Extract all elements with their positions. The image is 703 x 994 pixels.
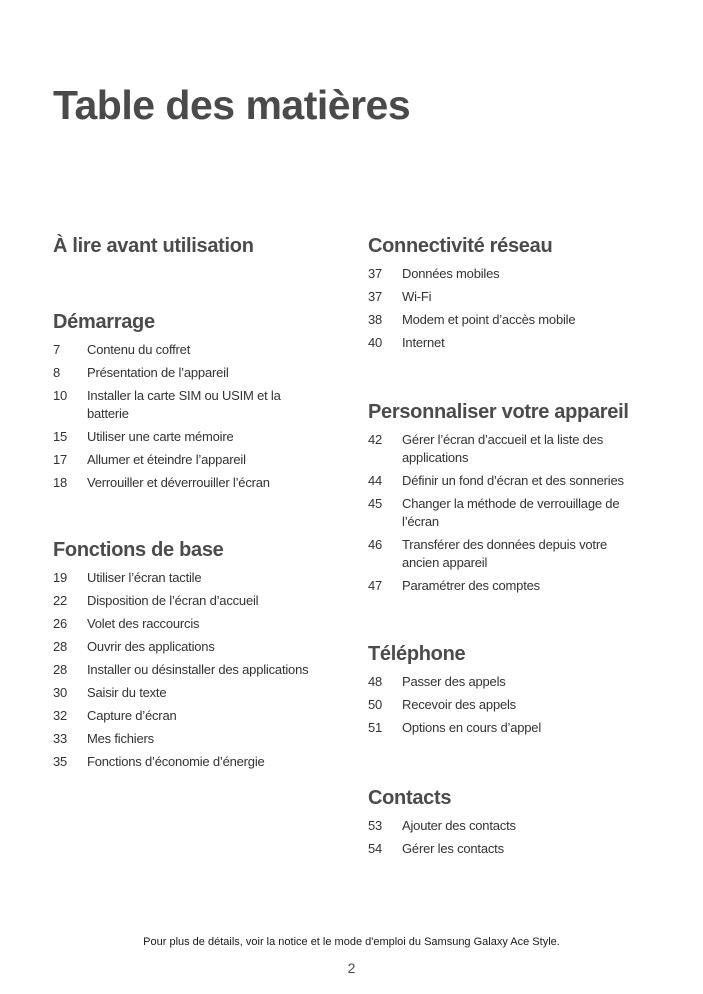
section-title[interactable]: Contacts [368, 787, 452, 809]
toc-entry[interactable] [53, 341, 338, 359]
toc-entry[interactable] [368, 840, 658, 858]
toc-entry-text: Présentation de l’appareil [87, 365, 229, 380]
toc-page-number: 10 [53, 388, 68, 403]
toc-entry-text: Capture d’écran [87, 708, 177, 723]
toc-entry[interactable] [368, 817, 658, 835]
toc-page-number: 35 [53, 754, 68, 769]
toc-entry[interactable] [368, 472, 658, 490]
toc-entry-text: Internet [402, 335, 445, 350]
toc-entry-text: Allumer et éteindre l’appareil [87, 452, 246, 467]
toc-entry-text: Données mobiles [402, 266, 500, 281]
toc-entry-text: Gérer l’écran d’accueil et la liste des applications [402, 432, 604, 465]
toc-entry[interactable] [368, 673, 658, 691]
toc-entry[interactable] [368, 265, 658, 283]
toc-page-number: 44 [368, 473, 383, 488]
toc-entry-text: Mes fichiers [87, 731, 154, 746]
toc-entry[interactable] [368, 577, 658, 595]
section-title[interactable]: Démarrage [53, 311, 155, 333]
toc-page-number: 8 [53, 365, 61, 380]
toc-entry-text: Passer des appels [402, 674, 506, 689]
toc-section-contacts [368, 785, 658, 863]
section-title[interactable]: Téléphone [368, 643, 466, 665]
section-title[interactable]: Fonctions de base [53, 539, 224, 561]
toc-entry[interactable] [368, 536, 658, 572]
toc-entry[interactable] [53, 474, 338, 492]
toc-page-number: 50 [368, 697, 383, 712]
toc-entry[interactable] [368, 696, 658, 714]
toc-page-number: 51 [368, 720, 383, 735]
toc-page-number: 53 [368, 818, 383, 833]
toc-entry[interactable] [53, 661, 338, 679]
footer-note: Pour plus de détails, voir la notice et le mode d'emploi du Samsung Galaxy Ace Style. [143, 936, 560, 948]
toc-page-number: 45 [368, 496, 383, 511]
section-title[interactable]: Personnaliser votre appareil [368, 401, 629, 423]
toc-section-lire-avant [53, 233, 338, 259]
toc-entry-text: Ouvrir des applications [87, 639, 215, 654]
toc-entry-text: Ajouter des contacts [402, 818, 516, 833]
toc-section-connectivite [368, 233, 658, 357]
toc-entry-text: Saisir du texte [87, 685, 167, 700]
toc-page-number: 30 [53, 685, 68, 700]
toc-page-number: 37 [368, 289, 383, 304]
toc-entry-text: Options en cours d’appel [402, 720, 542, 735]
toc-entry-text: Définir un fond d’écran et des sonneries [402, 473, 624, 488]
section-title[interactable]: Connectivité réseau [368, 235, 553, 257]
toc-entry[interactable] [368, 288, 658, 306]
toc-section-demarrage [53, 309, 338, 497]
toc-entry-text: Disposition de l’écran d’accueil [87, 593, 259, 608]
toc-entry[interactable] [53, 615, 338, 633]
toc-page-number: 15 [53, 429, 68, 444]
toc-entry-text: Utiliser l’écran tactile [87, 570, 202, 585]
toc-entry[interactable] [368, 719, 658, 737]
toc-entry-text: Recevoir des appels [402, 697, 516, 712]
toc-entry-text: Installer la carte SIM ou USIM et la batterie [87, 388, 281, 421]
toc-entry-text: Changer la méthode de verrouillage de l’écran [402, 496, 620, 529]
toc-page-number: 42 [368, 432, 383, 447]
toc-entry[interactable] [53, 428, 338, 446]
toc-page-number: 19 [53, 570, 68, 585]
toc-section-fonctions-de-base [53, 537, 338, 776]
toc-page-number: 48 [368, 674, 383, 689]
toc-entry-text: Contenu du coffret [87, 342, 191, 357]
toc-page-number: 17 [53, 452, 68, 467]
toc-entry[interactable] [368, 495, 658, 531]
page-number: 2 [347, 960, 356, 976]
toc-entry[interactable] [53, 730, 338, 748]
toc-page-number: 33 [53, 731, 68, 746]
toc-entry-text: Utiliser une carte mémoire [87, 429, 234, 444]
toc-page-number: 28 [53, 662, 68, 677]
toc-page-number: 37 [368, 266, 383, 281]
toc-entry[interactable] [368, 334, 658, 352]
toc-entry-text: Fonctions d’économie d’énergie [87, 754, 265, 769]
page-title: Table des matières [53, 82, 411, 128]
toc-entry-text: Paramétrer des comptes [402, 578, 540, 593]
toc-section-personnaliser [368, 399, 658, 600]
toc-entry[interactable] [53, 569, 338, 587]
toc-page-number: 28 [53, 639, 68, 654]
toc-page-number: 32 [53, 708, 68, 723]
toc-entry-text: Volet des raccourcis [87, 616, 200, 631]
toc-entry-text: Transférer des données depuis votre ancien appareil [402, 537, 607, 570]
toc-entry-text: Installer ou désinstaller des applications [87, 662, 309, 677]
toc-page-number: 46 [368, 537, 383, 552]
toc-page-number: 22 [53, 593, 68, 608]
toc-entry[interactable] [53, 638, 338, 656]
toc-page-number: 26 [53, 616, 68, 631]
toc-entry[interactable] [53, 364, 338, 382]
toc-entry[interactable] [368, 431, 658, 467]
toc-page-number: 40 [368, 335, 383, 350]
toc-entry[interactable] [53, 684, 338, 702]
toc-page-number: 54 [368, 841, 383, 856]
toc-entry-text: Verrouiller et déverrouiller l’écran [87, 475, 270, 490]
toc-entry[interactable] [53, 753, 338, 771]
toc-entry-text: Gérer les contacts [402, 841, 504, 856]
toc-entry[interactable] [53, 387, 338, 423]
toc-page-number: 18 [53, 475, 68, 490]
toc-page-number: 38 [368, 312, 383, 327]
section-title[interactable]: À lire avant utilisation [53, 235, 254, 257]
toc-section-telephone [368, 641, 658, 742]
toc-entry-text: Modem et point d’accès mobile [402, 312, 576, 327]
toc-page-number: 7 [53, 342, 61, 357]
toc-entry[interactable] [53, 707, 338, 725]
toc-page-number: 47 [368, 578, 383, 593]
toc-entry-text: Wi-Fi [402, 289, 432, 304]
toc-entry[interactable] [368, 311, 658, 329]
toc-entry[interactable] [53, 451, 338, 469]
toc-entry[interactable] [53, 592, 338, 610]
